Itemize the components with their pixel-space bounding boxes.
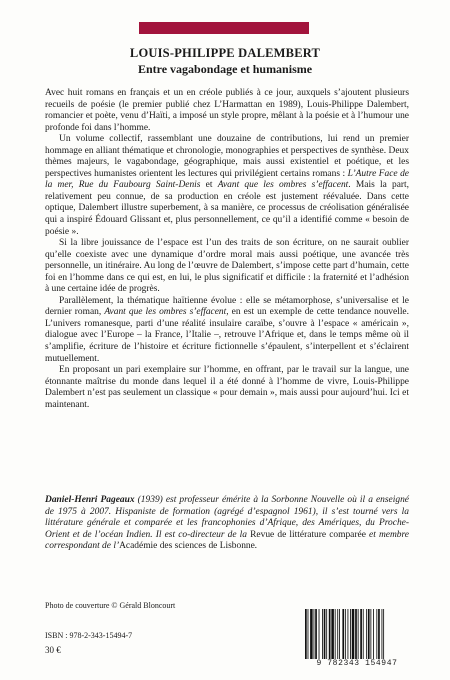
barcode-bar [315,609,317,659]
barcode-bar [308,609,309,659]
barcode-bar [373,609,374,659]
isbn: ISBN : 978-2-343-15494-7 [45,631,133,640]
paragraph-2-text-c: . Mais la part, relativement peu connue, de sa production en créole est justement réévaluée. Dans cette optique, Dalembert illustre superbement, à sa manière, ce processus de créolisation généralisée qui a inspiré Édouard Glissant et, plus personnellement, ce qu’il a identifié comme « besoin de poésie ». [45,180,410,237]
barcode-bar [383,609,384,659]
author-bio [45,495,409,553]
barcode-bar [342,609,344,659]
journal-name: Revue de littérature comparée [250,529,366,540]
barcode-bar [337,609,338,659]
paragraph-2-text-a: Un volume collectif, rassemblant une douzaine de contributions, lui rend un premier hommage en alliant thématique et chronologie, monographies et perspectives de synthèse. Deux thèmes majeurs, le vagabondage, géographique, mais aussi existentiel et poétique, et les perspectives humanistes orientent les lectures qui privilégient certains romans : [45,134,409,179]
bio-text-a: (1939) est professeur émérite à la Sorbonne Nouvelle où il a enseigné de 1975 à 2007. Hispaniste de formation (agrégé d’espagnol 1961), il s’est tourné vers la littérature générale et comparée et les francophonies d’Afrique, des Amériques, du Proche-Orient et de l’océan Indien. Il est co-directeur de la [45,495,409,540]
barcode-bar [358,609,359,659]
barcode-number: 9 782343 154947 [316,659,398,668]
barcode-bar [366,609,367,659]
barcode-bars [302,609,412,659]
page-title: LOUIS-PHILIPPE DALEMBERT [129,46,321,60]
barcode-bar [370,609,371,659]
bio-text-c: . [254,541,258,552]
paragraph-4-text-b: , en est un exemple de cette tendance nouvelle. L’univers romanesque, parti d’une réalité insulaire caraïbe, s’ouvre à l’espace « américain », dialogue avec l’Europe – la France, l’Italie –, retrouve l’Afrique et, dans le temps même où il s’amplifie, écriture de l’histoire et écriture fictionnelle s’épaulent, s’interpellent et s’éclairent mutuellement. [45,307,409,364]
author-name: Daniel-Henri Pageaux [45,495,135,505]
barcode-bar [335,609,336,659]
barcode-bar [331,609,334,659]
barcode-bar [360,609,362,659]
barcode-bar [329,609,331,659]
photo-credit: Photo de couverture © Gérald Bloncourt [45,601,176,610]
paragraph-2 [45,134,409,238]
blurb-text [45,88,409,411]
barcode-bar [322,609,323,659]
barcode-bar [350,609,351,659]
barcode-bar [324,609,326,659]
barcode-bar [305,609,307,659]
bio-text-b: et membre correspondant de l’ [45,529,409,552]
barcode-bar [363,609,364,659]
barcode-bar [319,609,320,659]
barcode-bar [310,609,313,659]
book-title: Avant que les ombres s’effacent [104,307,227,318]
paragraph-1: Avec huit romans en français et un en créole publiés à ce jour, auxquels s’ajoutent plusieurs recueils de poésie (le premier publié chez L’Harmattan en 1989), Louis-Philippe Dalembert, romancier et poète, venu d’Haïti, a imposé un style propre, mêlant à la poésie et à l’humour une profonde foi dans l’homme. [45,88,409,133]
barcode-bar [352,609,355,659]
paragraph-2-text-b: et [200,180,218,191]
page-subtitle: Entre vagabondage et humanisme [137,62,313,76]
barcode-bar [314,609,315,659]
barcode-bar [345,609,346,659]
book-titles: L’Autre Face de la mer, Rue du Faubourg Saint-Denis [45,168,409,191]
paragraph-4-text-a: Parallèlement, la thématique haïtienne évolue : elle se métamorphose, s’universalise et le dernier roman, [45,295,409,318]
academy-name: Académie des sciences de Lisbonne [119,541,255,552]
paragraph-5: En proposant un pari exemplaire sur l’homme, en offrant, par le travail sur la langue, une étonnante maîtrise du monde dans lequel il a été donné à l’homme de vivre, Louis-Philippe Dalembert n’est pas seulement un classique « pour demain », mais aussi pour aujourd’hui. Ici et maintenant. [45,365,409,410]
barcode-bar [376,609,377,659]
barcode-bar [368,609,370,659]
barcode-bar [326,609,327,659]
book-title: Avant que les ombres s’effacent [217,180,349,191]
accent-bar [139,22,309,34]
barcode-bar [382,609,383,659]
barcode-bar [355,609,357,659]
paragraph-3: Si la libre jouissance de l’espace est l’un des traits de son écriture, on ne saurait oublier qu’elle coexiste avec une dynamique d’ordre moral mais aussi poétique, une avancée très personnelle, un itinéraire. Au long de l’œuvre de Dalembert, s’impose cette part d’humain, cette foi en l’homme dans ce qui est, en lui, le plus significatif et difficile : la fraternité et l’adhésion à une certaine idée de progrès. [45,238,409,295]
barcode-bar [339,609,340,659]
barcode-image [302,609,412,659]
price: 30 € [45,645,61,655]
barcode-bar [378,609,380,659]
barcode-bar [348,609,349,659]
paragraph-4 [45,296,409,365]
